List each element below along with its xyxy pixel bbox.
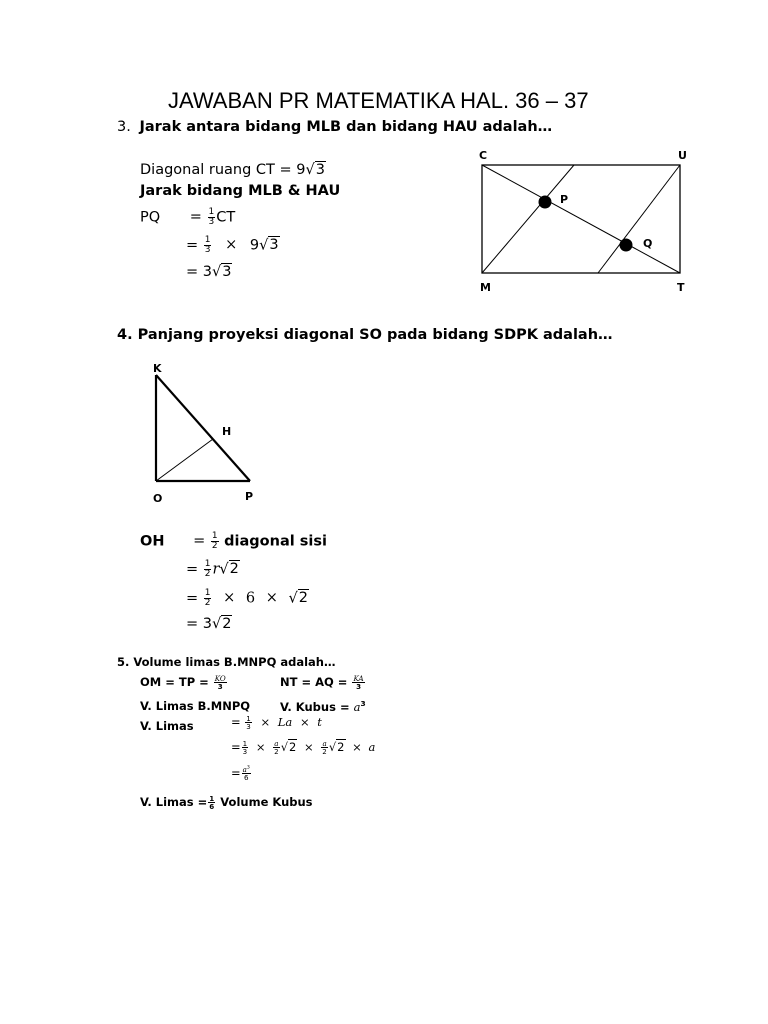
q3-pq-row xyxy=(140,208,235,227)
q3-label-p: P xyxy=(560,193,569,206)
q5-step1: = $\frac{1}{3}$ × La × t xyxy=(231,714,322,732)
q3-label-t: T xyxy=(677,281,685,294)
q3-label-u: U xyxy=(678,149,687,162)
page-title: JAWABAN PR MATEMATIKA HAL. 36 – 37 xyxy=(168,88,589,113)
q4-result: = 3√2 xyxy=(186,616,232,632)
q5-step2: = $\frac{1}{3}$ × $\frac{a}{2}$ √2 × $\frac{a}{2}$ √2 × a xyxy=(231,739,376,757)
q3-frac-one-third-2: $\frac{1}{3}$ xyxy=(204,235,211,255)
q3-eq: = xyxy=(189,209,202,226)
q4-question: 4. Panjang proyeksi diagonal SO pada bidang SDPK adalah… xyxy=(117,327,613,343)
q3-label-m: M xyxy=(480,281,491,294)
q5-question: 5. Volume limas B.MNPQ adalah… xyxy=(117,655,336,669)
q4-label-p: P xyxy=(245,490,254,503)
q4-oh-row: OH = $\frac{1}{2}$ diagonal sisi xyxy=(140,531,327,551)
q5-v-kubus: V. Kubus = $a^3$ xyxy=(280,699,366,714)
q3-number: 3. xyxy=(117,119,131,135)
q5-step3: = $\frac{a^3}{6}$ xyxy=(231,765,250,783)
q3-line1-text: Diagonal ruang CT = 9 xyxy=(140,162,306,178)
q4-label-o: O xyxy=(153,492,163,505)
q4-r: r xyxy=(212,561,220,578)
q3-times: × xyxy=(225,237,238,254)
q3-result-coef: 3 xyxy=(202,264,212,280)
q5-v-limas-mnpq: V. Limas B.MNPQ xyxy=(140,699,251,713)
q5-v-limas-label: V. Limas xyxy=(140,719,194,733)
q5-nt-aq: NT = AQ = $\frac{KA}{3}$ xyxy=(280,674,364,692)
q3-ct: CT xyxy=(216,209,236,226)
q3-line2: Jarak bidang MLB & HAU xyxy=(140,183,341,199)
q3-pq-label: PQ xyxy=(140,209,161,226)
q3-rectangle-figure xyxy=(470,150,700,300)
q3-line1-radicand: 3 xyxy=(315,162,325,178)
q4-triangle-figure xyxy=(140,365,270,495)
q4-label-k: K xyxy=(153,362,162,375)
q4-diagonal-sisi: diagonal sisi xyxy=(224,533,327,550)
q3-label-c: C xyxy=(479,149,488,162)
q4-oh-label: OH xyxy=(140,533,165,550)
q4-label-h: H xyxy=(222,425,232,438)
q3-frac-one-third: $\frac{1}{3}$ xyxy=(208,207,215,227)
q5-om-tp: OM = TP = $\frac{KO}{3}$ xyxy=(140,674,226,692)
q5-final: V. Limas = $\frac{1}{6}$ Volume Kubus xyxy=(140,794,313,812)
q3-result: = 3√3 xyxy=(186,264,232,280)
q4-step3: = $\frac{1}{2}$ × 6 × √2 xyxy=(186,588,308,608)
q3-line1: Diagonal ruang CT = 9√3 xyxy=(140,162,325,178)
q3-step2: = $\frac{1}{3}$ × 9√3 xyxy=(186,235,279,255)
q3-question: Jarak antara bidang MLB dan bidang HAU adalah… xyxy=(139,119,553,135)
q3-heading xyxy=(117,119,552,135)
q4-frac-half: $\frac{1}{2}$ xyxy=(211,531,218,551)
q4-step2: = $\frac{1}{2}$ r√2 xyxy=(186,559,239,579)
q3-label-q: Q xyxy=(643,237,653,250)
